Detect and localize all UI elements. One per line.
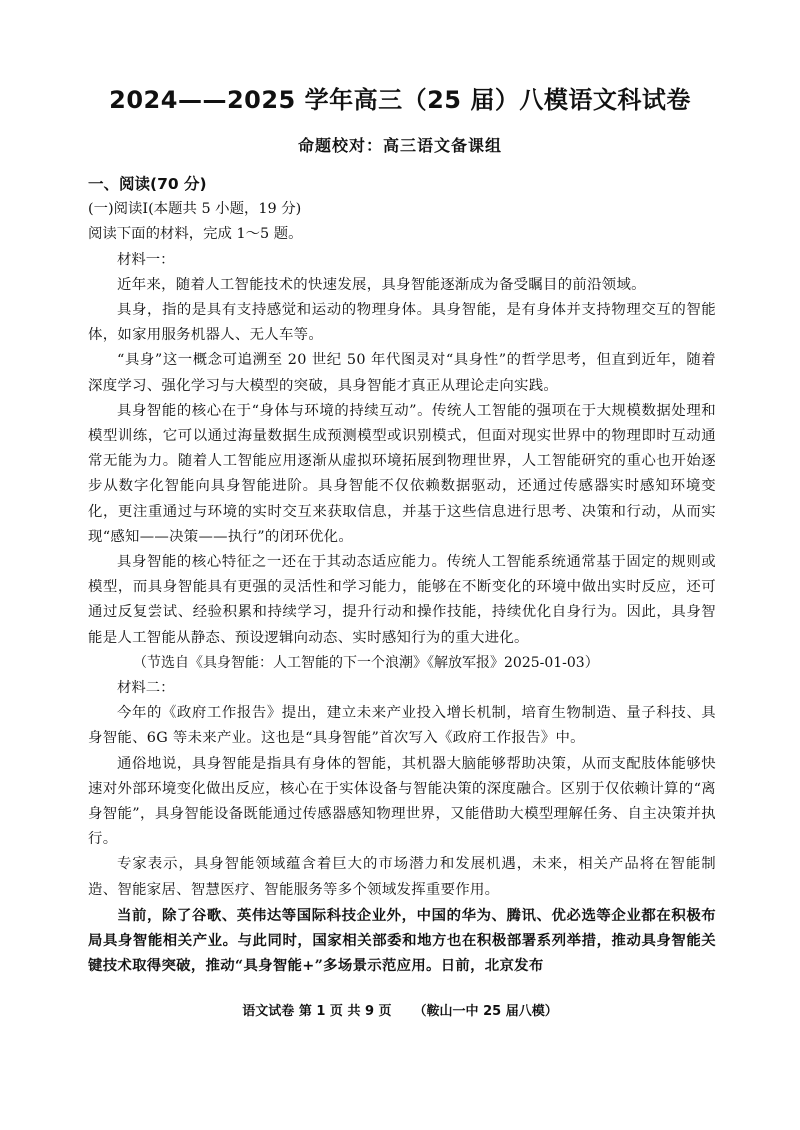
- exam-subtitle: 命题校对：高三语文备课组: [297, 136, 502, 155]
- footer-page-info: 语文试卷 第 1 页 共 9 页: [242, 1004, 392, 1019]
- material-two-paragraph: 通俗地说，具身智能是指具有身体的智能，其机器大脑能够帮助决策，从而支配肢体能够快速对外部环境变化做出反应，核心在于实体设备与智能决策的深度融合。区别于仅依赖计算的“离身智能”，具身智能设备既能通过传感器感知物理世界，又能借助大模型理解任务、自主决策并执行。: [88, 755, 716, 848]
- section-heading: 一、阅读(70 分): [88, 175, 207, 193]
- instruction: 阅读下面的材料，完成 1～5 题。: [88, 226, 303, 243]
- sub-heading: (一)阅读Ⅰ(本题共 5 小题，19 分): [88, 201, 302, 218]
- material-two-label: 材料二：: [117, 680, 175, 697]
- material-one-paragraph: “具身”这一概念可追溯至 20 世纪 50 年代图灵对“具身性”的哲学思考，但直到近年，随着深度学习、强化学习与大模型的突破，具身智能才真正从理论走向实践。: [88, 352, 716, 394]
- material-one-paragraph: 具身智能的核心在于“身体与环境的持续互动”。传统人工智能的强项在于大规模数据处理和模型训练，它可以通过海量数据生成预测模型或识别模式，但面对现实世界中的物理即时互动通常无能为力。随着人工智能应用逐渐从虚拟环境拓展到物理世界，人工智能研究的重心也开始逐步从数字化智能向具身智能进阶。具身智能不仅依赖数据驱动，还通过传感器实时感知环境变化，更注重通过与环境的实时交互来获取信息，并基于这些信息进行思考、决策和行动，从而实现“感知——决策——执行”的闭环优化。: [88, 402, 716, 545]
- material-one-label: 材料一：: [117, 251, 175, 268]
- material-one-paragraph: 具身智能的核心特征之一还在于其动态适应能力。传统人工智能系统通常基于固定的规则或模型，而具身智能具有更强的灵活性和学习能力，能够在不断变化的环境中做出实时反应，还可通过反复尝试、经验积累和持续学习，提升行动和操作技能，持续优化自身行为。因此，具身智能是人工智能从静态、预设逻辑向动态、实时感知行为的重大进化。: [88, 554, 716, 646]
- exam-title: 2024——2025 学年高三（25 届）八模语文科试卷: [109, 86, 691, 114]
- material-two-paragraph: 专家表示，具身智能领域蕴含着巨大的市场潜力和发展机遇，未来，相关产品将在智能制造、智能家居、智慧医疗、智能服务等多个领域发挥重要作用。: [88, 856, 716, 898]
- exam-content: [88, 172, 716, 979]
- material-one-paragraph: 近年来，随着人工智能技术的快速发展，具身智能逐渐成为备受瞩目的前沿领域。: [117, 276, 646, 293]
- material-one-source: （节选自《具身智能：人工智能的下一个浪潮》《解放军报》2025-01-03）: [133, 654, 599, 671]
- footer-school-info: （鞍山一中 25 届八模）: [413, 1004, 558, 1019]
- material-one-paragraph: 具身，指的是具有支持感觉和运动的物理身体。具身智能，是有身体并支持物理交互的智能体，如家用服务机器人、无人车等。: [88, 302, 716, 344]
- material-two-paragraph: 今年的《政府工作报告》提出，建立未来产业投入增长机制，培育生物制造、量子科技、具身智能、6G 等未来产业。这也是“具身智能”首次写入《政府工作报告》中。: [88, 705, 716, 747]
- page-footer: [0, 1000, 800, 1019]
- material-two-paragraph: 当前，除了谷歌、英伟达等国际科技企业外，中国的华为、腾讯、优必选等企业都在积极布局具身智能相关产业。与此同时，国家相关部委和地方也在积极部署系列举措，推动具身智能关键技术取得突破，推动“具身智能+”多场景示范应用。日前，北京发布: [88, 906, 716, 975]
